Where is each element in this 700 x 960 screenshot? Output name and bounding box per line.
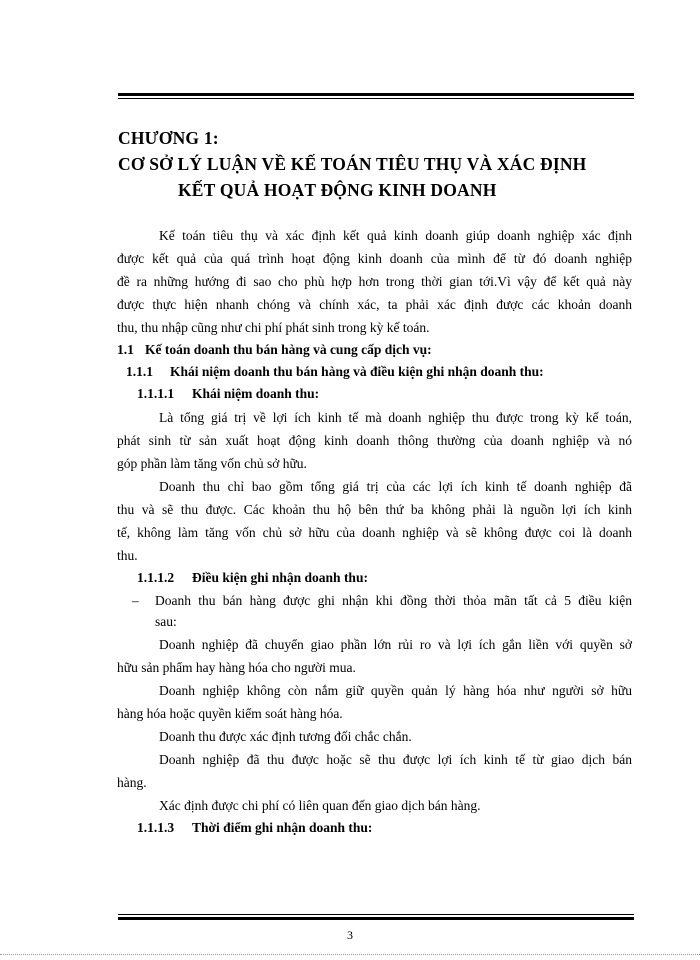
condition-5: Xác định được chi phí có liên quan đến giao dịch bán hàng.	[159, 798, 481, 813]
para-a-line-3: góp phần làm tăng vốn chủ sở hữu.	[117, 456, 307, 471]
heading-1-1-1: Khái niệm doanh thu bán hàng và điều kiện ghi nhận doanh thu:	[170, 364, 544, 379]
intro-line-5: thu, thu nhập cũng như chi phí phát sinh trong kỳ kế toán.	[117, 320, 430, 335]
para-b-line-1: Doanh thu chỉ bao gồm tổng giá trị của các lợi ích kinh tế doanh nghiệp đã	[159, 479, 632, 494]
bullet-dash: –	[132, 593, 139, 608]
bullet-line-1: Doanh thu bán hàng được ghi nhận khi đồng thời thỏa mãn tất cả 5 điều kiện	[155, 593, 632, 608]
heading-1-1-1-1: Khái niệm doanh thu:	[192, 386, 320, 401]
condition-1-line-2: hữu sản phẩm hay hàng hóa cho người mua.	[117, 660, 356, 675]
heading-1-1-number: 1.1	[117, 342, 134, 357]
condition-3: Doanh thu được xác định tương đối chắc chắn.	[159, 729, 412, 744]
chapter-title-line1: CƠ SỞ LÝ LUẬN VỀ KẾ TOÁN TIÊU THỤ VÀ XÁC ĐỊNH	[118, 154, 587, 174]
para-b-line-3: tế, không làm tăng vốn chủ sở hữu của doanh nghiệp và sẽ không được coi là doanh	[117, 525, 632, 540]
heading-1-1-1-1-number: 1.1.1.1	[137, 386, 175, 401]
header-rule-thin	[118, 98, 634, 99]
para-a-line-2: phát sinh từ sản xuất hoạt động kinh doanh thông thường của doanh nghiệp và nó	[117, 433, 632, 448]
condition-4-line-1: Doanh nghiệp đã thu được hoặc sẽ thu được lợi ích kinh tế từ giao dịch bán	[159, 752, 632, 767]
page-break-dotted-line	[0, 954, 700, 955]
header-rule-thick	[118, 93, 634, 96]
heading-1-1-1-2: Điều kiện ghi nhận doanh thu:	[192, 570, 368, 585]
heading-1-1-1-3-number: 1.1.1.3	[137, 820, 175, 835]
condition-2-line-2: hàng hóa hoặc quyền kiểm soát hàng hóa.	[117, 706, 343, 721]
condition-1-line-1: Doanh nghiệp đã chuyển giao phần lớn rủi ro và lợi ích gắn liền với quyền sở	[159, 637, 632, 652]
bullet-line-2: sau:	[155, 614, 177, 629]
intro-line-1: Kế toán tiêu thụ và xác định kết quả kinh doanh giúp doanh nghiệp xác định	[159, 228, 632, 243]
page-number: 3	[347, 928, 353, 942]
footer-rule-thick	[118, 917, 634, 920]
heading-1-1: Kế toán doanh thu bán hàng và cung cấp dịch vụ:	[145, 342, 432, 357]
condition-2-line-1: Doanh nghiệp không còn nắm giữ quyền quản lý hàng hóa như người sở hữu	[159, 683, 632, 698]
chapter-title-line2: KẾT QUẢ HOẠT ĐỘNG KINH DOANH	[178, 180, 497, 200]
para-a-line-1: Là tổng giá trị về lợi ích kinh tế mà doanh nghiệp thu được trong kỳ kế toán,	[159, 410, 632, 425]
chapter-label: CHƯƠNG 1:	[118, 128, 219, 148]
para-b-line-2: thu và sẽ thu được. Các khoản thu hộ bên thứ ba không phải là nguồn lợi ích kinh	[117, 502, 632, 517]
intro-line-4: được thực hiện nhanh chóng và chính xác, ta phải xác định được các khoản doanh	[117, 297, 632, 312]
heading-1-1-1-number: 1.1.1	[126, 364, 153, 379]
heading-1-1-1-3: Thời điểm ghi nhận doanh thu:	[192, 820, 373, 835]
footer-rule-thin	[118, 914, 634, 915]
intro-line-2: được kết quả của quá trình hoạt động kinh doanh của mình để từ đó doanh nghiệp	[117, 251, 632, 266]
para-b-line-4: thu.	[117, 548, 138, 563]
heading-1-1-1-2-number: 1.1.1.2	[137, 570, 175, 585]
intro-line-3: đề ra những hướng đi sao cho phù hợp hơn trong thời gian tới.Vì vậy để kết quả này	[117, 274, 632, 289]
condition-4-line-2: hàng.	[117, 775, 147, 790]
